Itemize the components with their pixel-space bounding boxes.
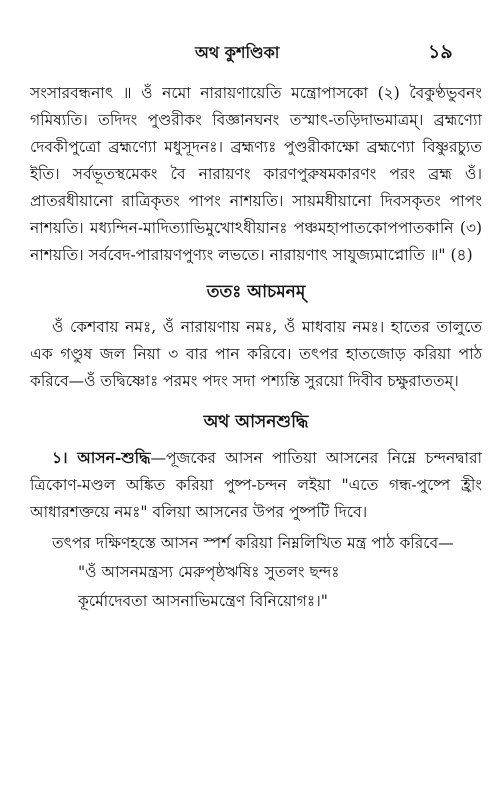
section-heading-achamanam: ততঃ আচমনম্ xyxy=(206,282,306,302)
item-label-asana-shuddhi: ১। আসন-শুদ্ধি xyxy=(52,448,151,467)
instruction-paragraph: তৎপর দক্ষিণহস্তে আসন স্পর্শ করিয়া নিম্নলিখিত মন্ত্র পাঠ করিবে— xyxy=(52,534,454,552)
page-body xyxy=(30,80,482,615)
achamanam-paragraph: ওঁ কেশবায় নমঃ, ওঁ নারায়ণায় নমঃ, ওঁ মাধবায় নমঃ। হাতের তালুতে এক গণ্ডুষ জল নিয়া ৩ বার পান করিবে। তৎপর হাতজোড় করিয়া পাঠ করিবে—ওঁ তদ্বিষ্ণোঃ পরমং পদং সদা পশ্যন্তি সুরয়ো দিবীব চক্ষুরাততম্। xyxy=(30,318,482,390)
running-title: অথ কুশণ্ডিকা xyxy=(195,43,280,62)
asana-shuddhi-paragraph xyxy=(30,444,482,526)
mantra-paragraph: সংসারবন্ধনাৎ ॥ ওঁ নমো নারায়ণায়েতি মন্ত্রোপাসকো (২) বৈকুণ্ঠভুবনং গমিষ্যতি। তদিদং পুণ্ডরীকং বিজ্ঞানঘনং তস্মাৎ-তড়িদাভমাত্রম্। ব্রহ্মণ্যো দেবকীপুত্রো ব্রহ্মণ্যো মধুসূদনঃ। ব্রহ্মণ্যঃ পুণ্ডরীকাক্ষো ব্রহ্মণ্যো বিষ্ণুরচ্যুত ইতি। সর্বভূতস্থমেকং বৈ নারায়ণং কারণপুরুষমকারণং পরং ব্রহ্ম ওঁ। প্রাতরধীয়ানো রাত্রিকৃতং পাপং নাশয়তি। সায়মধীয়ানো দিবসকৃতং পাপং নাশয়তি। মধ্যন্দিন-মাদিত্যাভিমুখোঽধীয়ানঃ পঞ্চমহাপাতকোপপাতকানি (৩) নাশয়তি। সর্ববেদ-পারায়ণপুণ্যং লভতে। নারায়ণাৎ সাযুজ্যমাপ্নোতি ॥" (৪) xyxy=(30,84,482,264)
mantra-quote-line-1: "ওঁ আসনমন্ত্রস্য মেরুপৃষ্ঠঋষিঃ সুতলং ছন্দঃ xyxy=(78,563,340,581)
running-header xyxy=(0,40,498,64)
section-heading-asanashuddhi: অথ আসনশুদ্ধি xyxy=(203,412,309,432)
asana-shuddhi-text: —পূজকের আসন পাতিয়া আসনের নিম্নে চন্দনদ্বারা ত্রিকোণ-মণ্ডল অঙ্কিত করিয়া পুষ্প-চন্দন লইয়া "এতে গন্ধ-পুষ্পে হ্রীং আধারশক্তয়ে নমঃ" বলিয়া আসনের উপর পুষ্পটি দিবে। xyxy=(30,449,482,521)
mantra-quote-line-2: কূর্মোদেবতা আসনাভিমন্ত্রেণ বিনিয়োগঃ।" xyxy=(78,592,328,610)
page-number: ১৯ xyxy=(428,41,453,63)
